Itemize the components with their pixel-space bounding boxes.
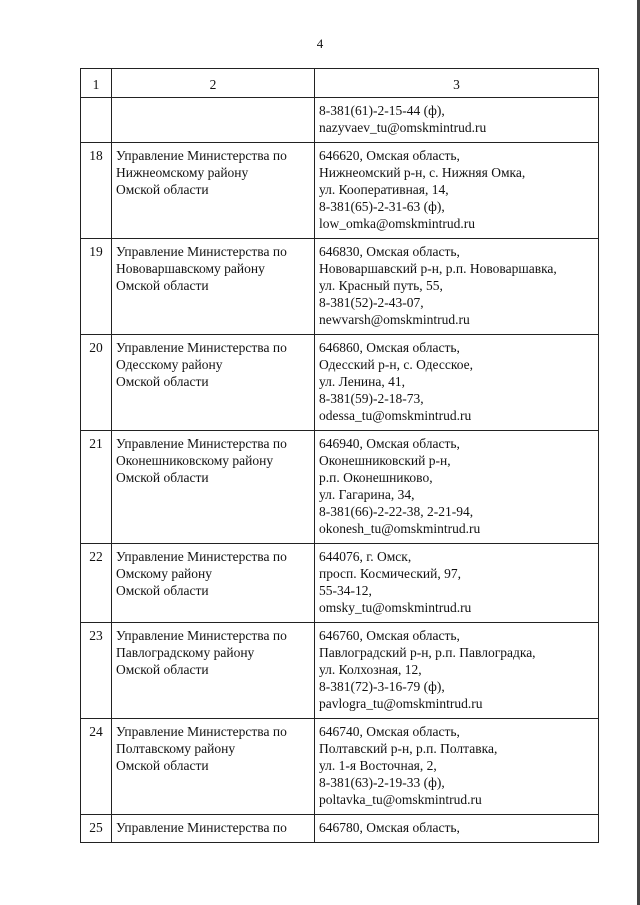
organization-line: Управление Министерства по — [116, 724, 287, 739]
row-number: 24 — [81, 719, 112, 815]
organization-cell — [112, 98, 315, 143]
column-header-organization: 2 — [112, 69, 315, 98]
address-cell — [315, 719, 599, 815]
address-line: 646740, Омская область, — [319, 724, 460, 739]
address-line: ул. Ленина, 41, — [319, 374, 405, 389]
address-line: 8-381(59)-2-18-73, — [319, 391, 424, 406]
page-number: 4 — [316, 36, 324, 51]
address-line: ул. Красный путь, 55, — [319, 278, 443, 293]
address-line: Полтавский р-н, р.п. Полтавка, — [319, 741, 498, 756]
address-line: 8-381(65)-2-31-63 (ф), — [319, 199, 445, 214]
row-number: 23 — [81, 623, 112, 719]
organizations-table — [80, 68, 599, 843]
organization-cell — [112, 335, 315, 431]
organization-line: Управление Министерства по — [116, 244, 287, 259]
address-line: Нововаршавский р-н, р.п. Нововаршавка, — [319, 261, 557, 276]
organization-cell — [112, 544, 315, 623]
row-number: 21 — [81, 431, 112, 544]
address-line: ул. Кооперативная, 14, — [319, 182, 449, 197]
table-row — [81, 431, 599, 544]
address-line: pavlogra_tu@omskmintrud.ru — [319, 696, 483, 711]
address-line: Павлоградский р-н, р.п. Павлоградка, — [319, 645, 536, 660]
organization-cell — [112, 815, 315, 843]
address-line: 646860, Омская область, — [319, 340, 460, 355]
address-line: 646830, Омская область, — [319, 244, 460, 259]
organization-line: Управление Министерства по — [116, 340, 287, 355]
table-row — [81, 335, 599, 431]
column-header-address: 3 — [315, 69, 599, 98]
address-line: ул. 1-я Восточная, 2, — [319, 758, 437, 773]
organization-line: Омской области — [116, 278, 209, 293]
column-header-number: 1 — [81, 69, 112, 98]
organization-line: Омской области — [116, 662, 209, 677]
organization-line: Омской области — [116, 758, 209, 773]
address-line: просп. Космический, 97, — [319, 566, 461, 581]
address-line: low_omka@omskmintrud.ru — [319, 216, 476, 231]
organization-line: Нововаршавскому району — [116, 261, 265, 276]
address-cell — [315, 98, 599, 143]
organization-cell — [112, 719, 315, 815]
address-line: 8-381(72)-3-16-79 (ф), — [319, 679, 445, 694]
table-row — [81, 239, 599, 335]
table-row — [81, 815, 599, 843]
organization-cell — [112, 143, 315, 239]
address-cell — [315, 623, 599, 719]
address-line: newvarsh@omskmintrud.ru — [319, 312, 470, 327]
organization-line: Павлоградскому району — [116, 645, 255, 660]
row-number: 19 — [81, 239, 112, 335]
organization-line: Одесскому району — [116, 357, 223, 372]
organization-line: Омской области — [116, 182, 209, 197]
row-number: 18 — [81, 143, 112, 239]
address-line: 646620, Омская область, — [319, 148, 460, 163]
organization-line: Управление Министерства по — [116, 436, 287, 451]
address-line: 646780, Омская область, — [319, 820, 460, 835]
address-cell — [315, 335, 599, 431]
address-line: Одесский р-н, с. Одесское, — [319, 357, 474, 372]
address-line: ул. Колхозная, 12, — [319, 662, 422, 677]
address-line: okonesh_tu@omskmintrud.ru — [319, 521, 481, 536]
organization-cell — [112, 239, 315, 335]
address-cell — [315, 143, 599, 239]
organization-cell — [112, 623, 315, 719]
address-line: 646760, Омская область, — [319, 628, 460, 643]
organization-line: Омской области — [116, 374, 209, 389]
table-row — [81, 623, 599, 719]
table-row — [81, 143, 599, 239]
address-line: р.п. Оконешниково, — [319, 470, 433, 485]
address-line: 644076, г. Омск, — [319, 549, 412, 564]
row-number — [81, 98, 112, 143]
address-line: poltavka_tu@omskmintrud.ru — [319, 792, 482, 807]
address-cell — [315, 239, 599, 335]
address-line: omsky_tu@omskmintrud.ru — [319, 600, 472, 615]
table-header-row — [81, 69, 599, 98]
organization-line: Оконешниковскому району — [116, 453, 274, 468]
table-row — [81, 544, 599, 623]
organization-line: Управление Министерства по — [116, 148, 287, 163]
address-line: Оконешниковский р-н, — [319, 453, 451, 468]
address-line: 8-381(61)-2-15-44 (ф), — [319, 103, 445, 118]
address-line: nazyvaev_tu@omskmintrud.ru — [319, 120, 487, 135]
row-number: 25 — [81, 815, 112, 843]
row-number: 20 — [81, 335, 112, 431]
organization-line: Омской области — [116, 583, 209, 598]
address-line: odessa_tu@omskmintrud.ru — [319, 408, 472, 423]
address-line: 646940, Омская область, — [319, 436, 460, 451]
organization-line: Нижнеомскому району — [116, 165, 249, 180]
organization-line: Омской области — [116, 470, 209, 485]
organization-line: Полтавскому району — [116, 741, 236, 756]
address-cell — [315, 431, 599, 544]
address-line: 8-381(52)-2-43-07, — [319, 295, 424, 310]
address-cell — [315, 815, 599, 843]
organization-line: Омскому району — [116, 566, 213, 581]
row-number: 22 — [81, 544, 112, 623]
table-row — [81, 98, 599, 143]
table-row — [81, 719, 599, 815]
address-cell — [315, 544, 599, 623]
address-line: 8-381(63)-2-19-33 (ф), — [319, 775, 445, 790]
organization-line: Управление Министерства по — [116, 628, 287, 643]
address-line: Нижнеомский р-н, с. Нижняя Омка, — [319, 165, 526, 180]
address-line: 55-34-12, — [319, 583, 372, 598]
address-line: ул. Гагарина, 34, — [319, 487, 415, 502]
organization-line: Управление Министерства по — [116, 820, 287, 835]
organization-line: Управление Министерства по — [116, 549, 287, 564]
address-line: 8-381(66)-2-22-38, 2-21-94, — [319, 504, 474, 519]
organization-cell — [112, 431, 315, 544]
